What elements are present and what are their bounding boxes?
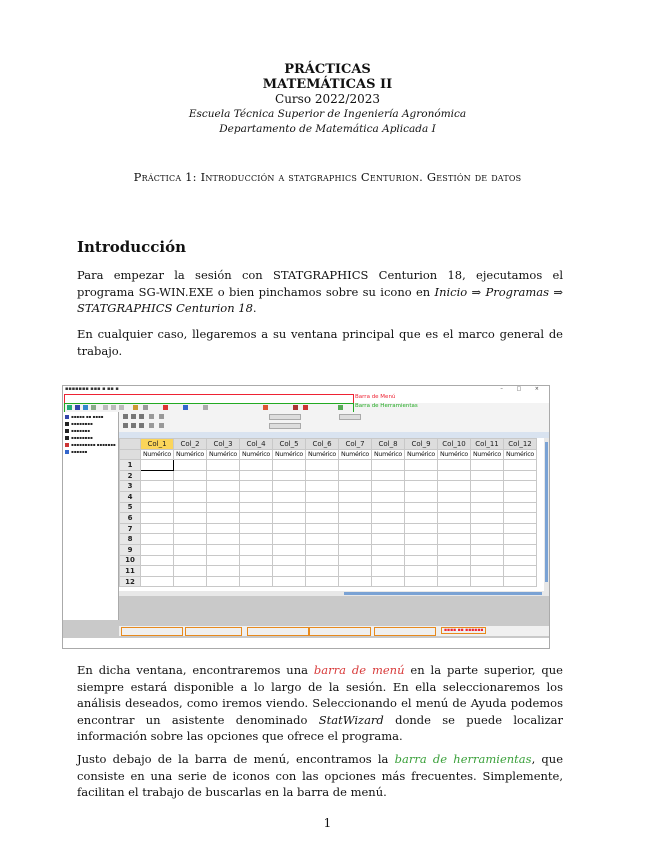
data-cell[interactable] xyxy=(174,491,207,502)
column-header[interactable]: Col_2 xyxy=(174,439,207,450)
data-cell[interactable] xyxy=(240,576,273,587)
data-cell[interactable] xyxy=(372,544,405,555)
row-header[interactable]: 7 xyxy=(120,523,141,534)
data-cell[interactable] xyxy=(471,534,504,545)
data-cell[interactable] xyxy=(306,534,339,545)
section-heading: Introducción xyxy=(77,238,187,256)
data-cell[interactable] xyxy=(372,513,405,524)
column-header[interactable]: Col_7 xyxy=(339,439,372,450)
column-header[interactable]: Col_8 xyxy=(372,439,405,450)
column-type[interactable]: Numérico xyxy=(207,449,240,460)
title-practicas: PRÁCTICAS xyxy=(284,62,371,77)
data-cell[interactable] xyxy=(339,460,372,471)
data-cell[interactable] xyxy=(405,534,438,545)
data-cell[interactable] xyxy=(372,481,405,492)
data-cell[interactable] xyxy=(504,534,537,545)
data-cell[interactable] xyxy=(372,534,405,545)
status-highlight xyxy=(247,627,309,636)
data-cell[interactable] xyxy=(438,523,471,534)
sidebar-item[interactable]: ▪▪▪▪▪▪▪▪▪ ▪▪▪▪▪▪▪ xyxy=(71,442,116,447)
status-highlight xyxy=(374,627,436,636)
data-cell[interactable] xyxy=(306,513,339,524)
data-cell[interactable] xyxy=(471,470,504,481)
data-cell[interactable] xyxy=(273,460,306,471)
data-cell[interactable] xyxy=(240,544,273,555)
data-cell[interactable] xyxy=(471,460,504,471)
data-cell[interactable] xyxy=(273,502,306,513)
data-cell[interactable] xyxy=(438,491,471,502)
window-bottom xyxy=(63,638,549,648)
statwizard-term: StatWizard xyxy=(318,712,384,727)
menu-bar-term: barra de menú xyxy=(313,663,405,677)
data-cell[interactable] xyxy=(339,470,372,481)
data-cell[interactable] xyxy=(405,460,438,471)
data-cell[interactable] xyxy=(405,555,438,566)
page-number: 1 xyxy=(323,816,332,830)
sidebar-item-icon xyxy=(65,443,69,447)
datasheet-table xyxy=(119,438,537,587)
data-cell[interactable] xyxy=(306,481,339,492)
data-cell[interactable] xyxy=(438,544,471,555)
data-cell[interactable] xyxy=(306,523,339,534)
data-cell[interactable] xyxy=(504,460,537,471)
column-header[interactable]: Col_4 xyxy=(240,439,273,450)
tool-icon[interactable] xyxy=(159,423,164,428)
vertical-scrollbar[interactable] xyxy=(544,438,549,591)
column-header[interactable]: Col_10 xyxy=(438,439,471,450)
window-title: ▪▪▪▪▪▪▪ ▪▪▪ ▪ ▪▪ ▪ xyxy=(65,386,119,392)
status-highlight xyxy=(309,627,371,636)
data-cell[interactable] xyxy=(372,566,405,577)
column-type[interactable]: Numérico xyxy=(240,449,273,460)
secondary-toolbar[interactable] xyxy=(119,412,549,432)
column-type[interactable]: Numérico xyxy=(141,449,174,460)
paragraph-window: En cualquier caso, llegaremos a su ventana principal que es el marco general de trabajo. xyxy=(77,327,563,358)
column-type[interactable]: Numérico xyxy=(405,449,438,460)
data-cell[interactable] xyxy=(273,470,306,481)
data-cell[interactable] xyxy=(174,460,207,471)
data-cell[interactable] xyxy=(405,481,438,492)
sidebar-item[interactable]: ▪▪▪▪▪▪▪▪ xyxy=(71,435,93,440)
data-cell[interactable] xyxy=(471,566,504,577)
data-cell[interactable] xyxy=(504,470,537,481)
vertical-scroll-thumb[interactable] xyxy=(545,442,548,582)
data-cell[interactable] xyxy=(240,555,273,566)
paragraph-toolbar xyxy=(77,751,563,801)
data-cell[interactable] xyxy=(273,481,306,492)
data-cell[interactable] xyxy=(339,523,372,534)
p3-text-a: En dicha ventana, encontraremos una xyxy=(77,663,314,677)
department-name: Departamento de Matemática Aplicada I xyxy=(219,123,436,135)
data-cell[interactable] xyxy=(405,513,438,524)
data-cell[interactable] xyxy=(306,566,339,577)
data-cell[interactable] xyxy=(141,523,174,534)
data-cell[interactable] xyxy=(438,502,471,513)
row-header[interactable]: 9 xyxy=(120,544,141,555)
data-cell[interactable] xyxy=(174,576,207,587)
data-cell[interactable] xyxy=(141,491,174,502)
tool-bar-label: Barra de Herramientas xyxy=(355,403,418,409)
data-cell[interactable] xyxy=(306,460,339,471)
data-cell[interactable] xyxy=(504,576,537,587)
data-cell[interactable] xyxy=(273,555,306,566)
data-cell[interactable] xyxy=(141,513,174,524)
data-cell[interactable] xyxy=(240,491,273,502)
data-cell[interactable] xyxy=(174,534,207,545)
data-cell[interactable] xyxy=(339,544,372,555)
data-cell[interactable] xyxy=(372,460,405,471)
horizontal-scrollbar[interactable] xyxy=(119,591,549,596)
data-cell[interactable] xyxy=(207,460,240,471)
data-cell[interactable] xyxy=(207,544,240,555)
data-cell[interactable] xyxy=(372,470,405,481)
data-cell[interactable] xyxy=(471,576,504,587)
data-cell[interactable] xyxy=(174,555,207,566)
tool-icon[interactable] xyxy=(131,414,136,419)
row-header[interactable]: 10 xyxy=(120,555,141,566)
data-cell[interactable] xyxy=(339,513,372,524)
window-controls[interactable]: – □ × xyxy=(500,386,545,392)
data-cell[interactable] xyxy=(471,502,504,513)
column-type[interactable]: Numérico xyxy=(306,449,339,460)
row-header[interactable]: 4 xyxy=(120,491,141,502)
data-cell[interactable] xyxy=(174,523,207,534)
data-cell[interactable] xyxy=(471,544,504,555)
data-cell[interactable] xyxy=(207,502,240,513)
data-cell[interactable] xyxy=(174,470,207,481)
row-header[interactable]: 2 xyxy=(120,470,141,481)
data-cell[interactable] xyxy=(174,481,207,492)
data-cell[interactable] xyxy=(141,502,174,513)
data-cell[interactable] xyxy=(438,481,471,492)
data-cell[interactable] xyxy=(141,566,174,577)
data-cell[interactable] xyxy=(174,566,207,577)
sidebar-item[interactable]: ▪▪▪▪▪▪▪▪ xyxy=(71,421,93,426)
data-cell[interactable] xyxy=(339,566,372,577)
data-cell[interactable] xyxy=(273,576,306,587)
p1-text-a: Para empezar la sesión con STATGRAPHICS Centurion 18, ejecutamos el programa SG-WIN.EXE o bien pinchamos sobre su icono en xyxy=(77,268,563,299)
data-cell[interactable] xyxy=(141,534,174,545)
data-cell[interactable] xyxy=(438,566,471,577)
data-cell[interactable] xyxy=(405,502,438,513)
sidebar-item-icon xyxy=(65,429,69,433)
tool-icon[interactable] xyxy=(139,414,144,419)
tool-icon[interactable] xyxy=(149,414,154,419)
p3-text-c: donde se puede localizar información sobre las opciones que ofrece el programa. xyxy=(77,712,563,743)
tool-icon[interactable] xyxy=(139,423,144,428)
data-cell[interactable] xyxy=(504,523,537,534)
sidebar-item[interactable]: ▪▪▪▪▪ ▪▪ ▪▪▪▪ xyxy=(71,414,104,419)
data-cell[interactable] xyxy=(339,576,372,587)
data-cell[interactable] xyxy=(240,481,273,492)
data-cell[interactable] xyxy=(504,513,537,524)
row-header[interactable]: 11 xyxy=(120,566,141,577)
data-cell[interactable] xyxy=(240,502,273,513)
column-type[interactable]: Numérico xyxy=(471,449,504,460)
data-cell[interactable] xyxy=(471,513,504,524)
column-header[interactable]: Col_5 xyxy=(273,439,306,450)
data-cell[interactable] xyxy=(240,534,273,545)
row-header[interactable]: 8 xyxy=(120,534,141,545)
data-cell[interactable] xyxy=(405,470,438,481)
data-cell[interactable] xyxy=(207,513,240,524)
data-cell[interactable] xyxy=(240,513,273,524)
data-cell[interactable] xyxy=(372,523,405,534)
sidebar-item-icon xyxy=(65,450,69,454)
data-cell[interactable] xyxy=(339,534,372,545)
data-cell[interactable] xyxy=(438,513,471,524)
column-type[interactable]: Numérico xyxy=(438,449,471,460)
data-cell[interactable] xyxy=(174,544,207,555)
row-header[interactable]: 3 xyxy=(120,481,141,492)
data-cell[interactable] xyxy=(174,502,207,513)
data-cell[interactable] xyxy=(141,555,174,566)
data-cell[interactable] xyxy=(306,555,339,566)
data-cell[interactable] xyxy=(240,523,273,534)
sidebar-item[interactable]: ▪▪▪▪▪▪ xyxy=(71,449,88,454)
column-type[interactable]: Numérico xyxy=(339,449,372,460)
p1-path: Inicio ⇒ Programas ⇒ STATGRAPHICS Centurion 18 xyxy=(77,284,563,315)
toolbar-term: barra de herramientas xyxy=(394,752,532,766)
data-cell[interactable] xyxy=(141,481,174,492)
column-header[interactable]: Col_11 xyxy=(471,439,504,450)
data-cell[interactable] xyxy=(438,460,471,471)
row-header[interactable]: 5 xyxy=(120,502,141,513)
data-cell[interactable] xyxy=(504,566,537,577)
data-cell[interactable] xyxy=(273,513,306,524)
data-cell[interactable] xyxy=(405,544,438,555)
column-header[interactable]: Col_1 xyxy=(141,439,174,450)
data-cell[interactable] xyxy=(240,566,273,577)
row-header[interactable]: 1 xyxy=(120,460,141,471)
column-type[interactable]: Numérico xyxy=(372,449,405,460)
sidebar-item[interactable]: ▪▪▪▪▪▪▪ xyxy=(71,428,90,433)
data-cell[interactable] xyxy=(438,534,471,545)
data-cell[interactable] xyxy=(339,555,372,566)
p4-text-b: , que consiste en una serie de iconos con las opciones más frecuentes. Simplemente, facilitan el trabajo de buscarlas en la barra de menú. xyxy=(77,752,564,799)
course-year: Curso 2022/2023 xyxy=(275,92,380,106)
window-titlebar xyxy=(63,386,549,394)
data-cell[interactable] xyxy=(207,470,240,481)
statgraphics-screenshot xyxy=(62,385,550,649)
data-cell[interactable] xyxy=(372,502,405,513)
tool-icon[interactable] xyxy=(123,423,128,428)
column-type[interactable]: Numérico xyxy=(174,449,207,460)
data-cell[interactable] xyxy=(438,576,471,587)
row-header[interactable]: 12 xyxy=(120,576,141,587)
tool-icon[interactable] xyxy=(123,414,128,419)
column-type[interactable]: Numérico xyxy=(504,449,537,460)
column-header[interactable]: Col_6 xyxy=(306,439,339,450)
status-highlight xyxy=(185,627,242,636)
data-cell[interactable] xyxy=(471,523,504,534)
data-cell[interactable] xyxy=(207,534,240,545)
data-cell[interactable] xyxy=(405,576,438,587)
data-cell[interactable] xyxy=(306,544,339,555)
horizontal-scroll-thumb[interactable] xyxy=(344,592,542,595)
data-cell[interactable] xyxy=(273,566,306,577)
data-cell[interactable] xyxy=(471,481,504,492)
menu-bar-label: Barra de Menú xyxy=(355,394,396,400)
datasheet xyxy=(119,432,549,592)
data-cell[interactable] xyxy=(405,491,438,502)
data-cell[interactable] xyxy=(504,555,537,566)
corner-cell xyxy=(120,449,141,460)
sidebar-item-icon xyxy=(65,436,69,440)
data-cell[interactable] xyxy=(306,576,339,587)
row-header[interactable]: 6 xyxy=(120,513,141,524)
data-cell[interactable] xyxy=(504,481,537,492)
data-cell[interactable] xyxy=(306,470,339,481)
corner-cell[interactable] xyxy=(120,439,141,450)
column-type[interactable]: Numérico xyxy=(273,449,306,460)
data-cell[interactable] xyxy=(471,491,504,502)
column-header[interactable]: Col_12 xyxy=(504,439,537,450)
tool-icon[interactable] xyxy=(131,423,136,428)
data-cell[interactable] xyxy=(207,491,240,502)
data-cell[interactable] xyxy=(240,460,273,471)
data-cell[interactable] xyxy=(273,544,306,555)
size-select[interactable] xyxy=(269,423,301,429)
data-cell[interactable] xyxy=(273,523,306,534)
data-cell[interactable] xyxy=(141,470,174,481)
data-cell[interactable] xyxy=(273,534,306,545)
data-cell[interactable] xyxy=(504,491,537,502)
data-cell[interactable] xyxy=(405,523,438,534)
status-bar xyxy=(119,626,549,636)
data-cell[interactable] xyxy=(207,555,240,566)
data-cell[interactable] xyxy=(339,481,372,492)
data-cell[interactable] xyxy=(141,460,174,471)
paragraph-intro xyxy=(77,267,563,317)
status-highlight xyxy=(121,627,183,636)
data-cell[interactable] xyxy=(240,470,273,481)
column-header[interactable]: Col_3 xyxy=(207,439,240,450)
data-cell[interactable] xyxy=(438,555,471,566)
sidebar-item-icon xyxy=(65,415,69,419)
data-cell[interactable] xyxy=(372,576,405,587)
data-cell[interactable] xyxy=(438,470,471,481)
data-cell[interactable] xyxy=(207,566,240,577)
tool-icon[interactable] xyxy=(159,414,164,419)
data-cell[interactable] xyxy=(207,523,240,534)
p3-text-b: en la parte superior, que siempre estará disponible a lo largo de la sesión. En ella seleccionaremos los análisis deseados, como iremos viendo. Seleccionando el menú de Ayuda podemos encontrar un asistente denominado xyxy=(77,663,563,727)
sidebar-item-icon xyxy=(65,422,69,426)
data-cell[interactable] xyxy=(141,576,174,587)
data-cell[interactable] xyxy=(504,544,537,555)
data-cell[interactable] xyxy=(174,513,207,524)
data-cell[interactable] xyxy=(504,502,537,513)
data-cell[interactable] xyxy=(339,491,372,502)
sidebar xyxy=(63,412,119,620)
data-cell[interactable] xyxy=(141,544,174,555)
data-cell[interactable] xyxy=(405,566,438,577)
paragraph-menu xyxy=(77,662,563,745)
column-header[interactable]: Col_9 xyxy=(405,439,438,450)
p4-text-a: Justo debajo de la barra de menú, encontramos la xyxy=(77,752,395,766)
data-cell[interactable] xyxy=(207,481,240,492)
data-cell[interactable] xyxy=(339,502,372,513)
zoom-select[interactable] xyxy=(339,414,361,420)
data-cell[interactable] xyxy=(372,555,405,566)
data-cell[interactable] xyxy=(306,491,339,502)
title-matematicas: MATEMÁTICAS II xyxy=(262,77,393,92)
font-select[interactable] xyxy=(269,414,301,420)
data-cell[interactable] xyxy=(207,576,240,587)
data-cell[interactable] xyxy=(273,491,306,502)
practice-title: Práctica 1: Introducción a statgraphics Centurion. Gestión de datos xyxy=(133,170,522,184)
data-cell[interactable] xyxy=(372,491,405,502)
data-cell[interactable] xyxy=(471,555,504,566)
school-name: Escuela Técnica Superior de Ingeniería Agronómica xyxy=(188,108,467,120)
p1-text-b: . xyxy=(252,301,257,315)
data-cell[interactable] xyxy=(306,502,339,513)
status-label: ▪▪▪▪ ▪▪ ▪▪▪▪▪▪ xyxy=(441,627,486,634)
tool-icon[interactable] xyxy=(149,423,154,428)
